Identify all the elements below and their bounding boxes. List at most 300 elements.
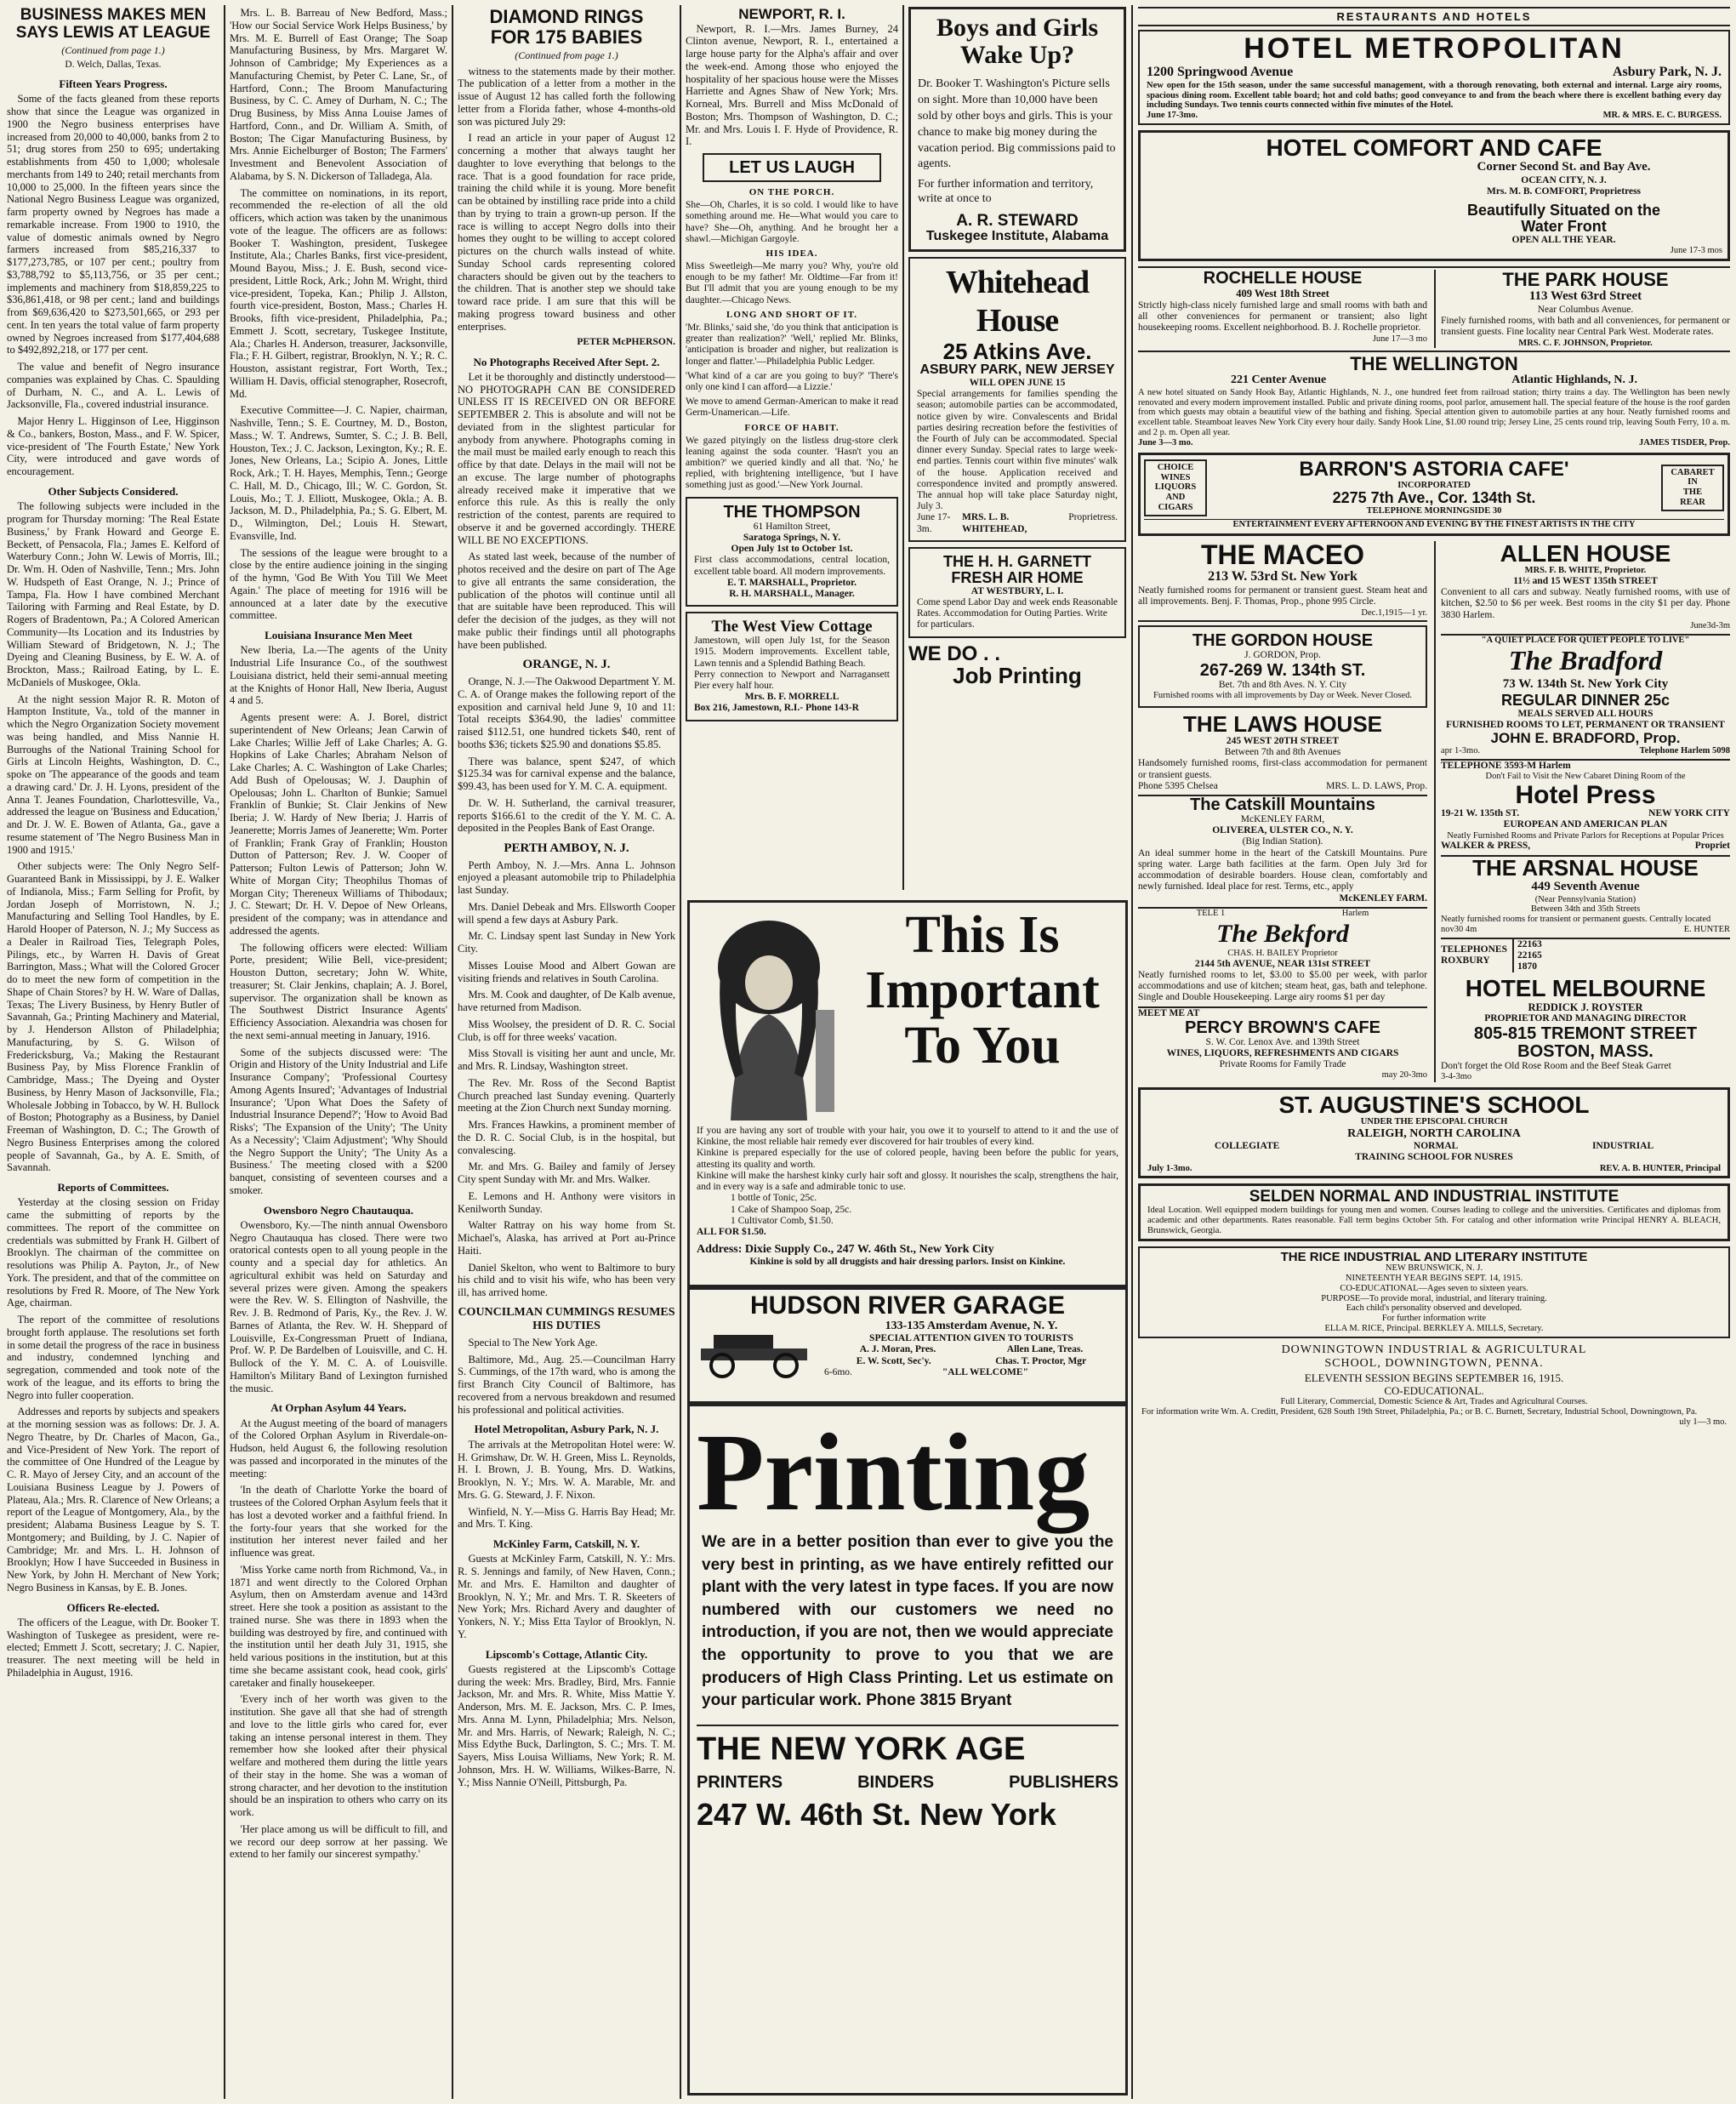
joke-text: 'Mr. Blinks,' said she, 'do you think that anticipation is greater than realization?' 'Well,' replied Mr. Blinks, 'anticipation is broader and nigher, but realization is longer and flatter.'—Philadelphia Public Ledger. [686, 322, 898, 367]
gordon-bet: Bet. 7th and 8th Aves. N. Y. City [1218, 679, 1347, 690]
catskill-addr: OLIVEREA, ULSTER CO., N. Y. [1212, 825, 1353, 836]
park-addr: 113 West 63rd Street [1528, 289, 1642, 304]
downing-co: CO-EDUCATIONAL. [1384, 1383, 1484, 1397]
rice-names: ELLA M. RICE, Principal. BERKLEY A. MILLS, Secretary. [1324, 1323, 1544, 1333]
comfort-city: OCEAN CITY, N. J. [1521, 174, 1607, 185]
laws-prop: MRS. L. D. LAWS, Prop. [1326, 780, 1427, 791]
barron-tel: TELEPHONE MORNINGSIDE 30 [1366, 506, 1502, 516]
column-5 [908, 7, 1126, 892]
park-near: Near Columbus Avenue. [1537, 304, 1634, 315]
bekford-title: The Bekford [1216, 919, 1349, 948]
subhead-owensboro: Owensboro Negro Chautauqua. [263, 1203, 414, 1217]
headline-business: BUSINESS MAKES MEN SAYS LEWIS AT LEAGUE [15, 7, 211, 42]
article-paragraph: witness to the statements made by their mother. The publication of a letter from a mother in the issue of August 12 has called forth the following letter from a Florida father, whose 4-months-old son was pictured July 29: [458, 65, 675, 128]
boys-place: Tuskegee Institute, Alabama [925, 229, 1109, 244]
rice-co: CO-EDUCATIONAL—Ages seven to sixteen years. [1340, 1283, 1528, 1293]
article-paragraph: Mrs. L. B. Barreau of New Bedford, Mass.; 'How our Social Service Work Helps Business,' by Mrs. M. E. Burrell of East Orange; The Soap Manufacturing Business, by Mrs. Margaret W. Johnson of Cambridge; My Experiences as a Manufacturing Chemist, by Peter C. Lane, Sr., of Hartford, Conn.; The Broom Manufacturing Business, by C. C. Amey of Durham, N. C.; The Drug Business, by Miss Anna Louise James of Hartford, Conn., and Dr. William A. Smith, of Boston; The Cigar Manufacturing Business, by Mrs. Annie Eichelburger of Boston; The Farmers' Investment and Benevolent Association of Alabama, by S. N. Dickerson of Talladega, Ala. [230, 7, 447, 182]
article-body [458, 1553, 675, 1640]
ad-rice [1138, 1246, 1730, 1338]
article-paragraph: Misses Louise Mood and Albert Gowan are visiting friends and relatives in South Carolina. [458, 959, 675, 984]
thompson-addr1: 61 Hamilton Street, [753, 521, 831, 532]
kinkine-item: 1 bottle of Tonic, 25c. [731, 1193, 817, 1204]
article-paragraph: Walter Rattray on his way home from St. Michael's, Alaska, has arrived at Port au-Prince Haiti. [458, 1219, 675, 1257]
article-body [458, 66, 675, 334]
aug-prin: REV. A. B. HUNTER, Principal [1599, 1163, 1721, 1173]
article-paragraph: 'In the death of Charlotte Yorke the board of trustees of the Colored Orphan Asylum feels that it has lost a devoted worker and a faithful friend. In the forty-four years that she worked for the institution her interest never failed and her influence was great. [230, 1484, 447, 1559]
downing-date: uly 1—3 mo. [1679, 1417, 1727, 1427]
kinkine-foot: Kinkine is sold by all druggists and hair dressing parlors. Insist on Kinkine. [749, 1257, 1066, 1268]
printing-age: THE NEW YORK AGE [697, 1731, 1026, 1767]
laws-title: THE LAWS HOUSE [1182, 710, 1382, 737]
wellington-city: Atlantic Highlands, N. J. [1511, 373, 1638, 387]
joke-text: We gazed pityingly on the listless drug-store clerk leaning against the soda counter. 'Hasn't you an ambition?' we queried kindly and all that. 'No,' he replied, with brightening intelligence, 'but I have something just as good.'—New York Journal. [686, 435, 898, 491]
rice-year: NINETEENTH YEAR BEGINS SEPT. 14, 1915. [1345, 1274, 1523, 1284]
thompson-manager: R. H. MARSHALL, Manager. [729, 588, 855, 599]
laws-addr: 245 WEST 20TH STREET [1226, 735, 1340, 746]
subhead-orange: ORANGE, N. J. [522, 658, 611, 672]
printing-publishers: PUBLISHERS [1009, 1772, 1118, 1792]
article-paragraph: Other subjects were: The Only Negro Self-Guaranteed Bank in Mississippi, by J. E. Walker of Indianola, Miss.; Farm Selling for Profit, by Jordan Joseph of Morristown, N. J.; Manufacturing and Selling Tool Handles, by E. Harold Hooper of Paterson, N. J.; My Success as a Dealer in Railroad Ties, Telegraph Poles, Pilings, etc., by Warren H. Davis of Great Barrington, Mass.; What will the Colored Grocer do to meet the new form of competition in the Shape of Chain Stores? by H. W. Ware of Dallas, Texas; The Livery Business, by Henry Butler of Savannah, Ga.; Printing Machinery and Material, by J. Henderson Allston of Philadelphia; Manufacturing, by S. G. Wilson of Fredericksburg, Va.; Making the Restaurant Business Pay, by Miss Florence Franklin of Cambridge, Mass.; The Dyeing and Oyster Business, by Henry Mason of Jacksonville, Fla.; Wholesale Jobbing in Tobacco, by W. H. Bullock of Boston; Photography as a Business, by Daniel Freeman of Washington, D. C.; The Growth of Negro Business Enterprises among the colored people of Savannah, Ga., by A. E. Smith, of Savannah. [7, 860, 219, 1174]
comfort-tag1: Beautifully Situated on the [1467, 202, 1661, 220]
metro-prop: MR. & MRS. E. C. BURGESS. [1602, 111, 1722, 121]
wellington-prop: JAMES TISDER, Prop. [1639, 437, 1730, 448]
joke-text: 'What kind of a car are you going to buy?' 'There's only one kind I can afford—a Lizzie.' [686, 370, 898, 392]
westview-title: The West View Cottage [711, 618, 873, 636]
thompson-body: First class accommodations, central location, excellent table board. All modern improvements. [694, 555, 890, 577]
article-paragraph: Agents present were: A. J. Borel, district superintendent of New Orleans; Jean Carwin of Lake Charles; Willie Jeff of Lake Charles; A. G. Hopkins of Lake Charles; Abraham Nelson of Lake Charles; A. C. Washington of Lake Charles; Add Bush of Opelousas; W. J. Dauphin of Opelousas; John L. Charlton of Bunkie; Samuel Franklin of Bunkie; St. Clair Jenkins of New Iberia; J. W. Hardy of New Iberia; J. Harris of Jeanerette; Morris James of Jeanerette; Wm. Porter of Franklin; Frank Gray of Franklin; Houston Dutton of Patterson; Rev. J. W. Cooper of Patterson; Fulton Lewis of Patterson; John W. White of Morgan City; Theophilus Thomas of Morgan City; Thereneux Williams of Thibodaux; J. C. Stewart; Dr. H. V. Depoe of New Orleans, president of the company; was in attendance and addressed the agents. [230, 711, 447, 937]
subhead-councilman: COUNCILMAN CUMMINGS RESUMES HIS DUTIES [458, 1305, 675, 1333]
ad-park-house [1434, 270, 1730, 348]
aug-date: July 1-3mo. [1147, 1163, 1192, 1173]
catskill-body: An ideal summer home in the heart of the Catskill Mountains. Pure spring water. Large bath facilities at the farm. Open July 3rd for accommodation of desirable boarders. House clean, comfortably and newly furnished. Ideal place for rest. Terms, etc., apply [1138, 847, 1427, 892]
subhead-officers: Officers Re-elected. [66, 1600, 160, 1614]
wellington-addr: 221 Center Avenue [1230, 373, 1327, 387]
article-body [686, 23, 898, 149]
ad-garnett [908, 547, 1126, 638]
article-paragraph: There was balance, spent $247, of which $125.34 was for carnival expense and the balance, $99.43, has been used for Y. M. C. A. equipment. [458, 755, 675, 793]
garage-treas: Allen Lane, Treas. [1006, 1344, 1084, 1355]
column-2 [230, 7, 447, 2097]
laws-body: Handsomely furnished rooms, first-class accommodation for permanent or transient guests. [1138, 758, 1427, 780]
maceo-body: Neatly furnished rooms for permanent or transient guest. Steam heat and all improvements. Benj. F. Thomas, Prop., phone 995 Circle. [1138, 585, 1427, 607]
ad-melbourne [1441, 939, 1730, 1082]
gordon-body: Furnished rooms with all improvements by Day or Week. Never Closed. [1153, 690, 1412, 700]
hotels-banner: RESTAURANTS AND HOTELS [1138, 7, 1730, 26]
garage-mgr: Chas. T. Proctor, Mgr [995, 1355, 1087, 1366]
kinkine-items [697, 1193, 1118, 1227]
continued-note: (Continued from page 1.) [61, 43, 165, 56]
article-paragraph: The committee on nominations, in its report, recommended the re-election of all the old officers, which action was taken by the unanimous vote of the league. The officers are as follows: Booker T. Washington, president, Tuskegee Institute, Ala.; Charles Banks, first vice-president, Mound Bayou, Miss.; J. E. Bush, second vice-president, Little Rock, Ark.; John M. Wright, third vice-president, Topeka, Kan.; Philip J. Allston, fourth vice-president, Boston, Mass.; Charles H. Brooks, fifth vice-president, Philadelphia, Pa.; Emmett J. Scott, secretary, Tuskegee Institute, Ala.; Charles H. Anderson, treasurer, Jacksonville, Fla.; F. H. Gilbert, registrar, Brooklyn, N. Y.; R. C. Houston, assistant registrar, Fort Worth, Tex.; William H. Davis, official stenographer, Rosecroft, Md. [230, 186, 447, 400]
melbourne-date: 3-4-3mo [1441, 1071, 1472, 1081]
kinkine-body2: Kinkine is prepared especially for the use of colored people, having been before the public for years, attesting its quality and worth. [697, 1148, 1118, 1170]
allen-title: ALLEN HOUSE [1500, 539, 1671, 567]
arsnal-date: nov30 4m [1441, 924, 1477, 934]
article-paragraph: At the night session Major R. R. Moton of Hampton Institute, Va., told of the manner in which the Negro Organization Society movement was being handled, and Miss Nannie H. Burroughs of the National Training School for Girls at Lincoln Heights, Washington, D. C., spoke on 'The appearance of the goods and team a drawing card.' Dr. J. H. Lyons, president of the Anna T. Jeanes Foundation, Charlottesville, Va., addressed the league on 'Business and Education,' and Dr. J. W. E. Bowen of Atlanta, Ga., gave a resume statement of 'The Negro Business Man in 1900 and 1915.' [7, 693, 219, 856]
article-body [230, 1417, 447, 1862]
article-paragraph: Baltimore, Md., Aug. 25.—Councilman Harry S. Cummings, of the 17th ward, who is among the first Branch City Council of Baltimore, has recovered from a nervous breakdown and resumed his professional and political activities. [458, 1353, 675, 1416]
article-paragraph: Mr. and Mrs. G. Bailey and family of Jersey City spent Sunday with Mr. and Mrs. Walker. [458, 1160, 675, 1186]
laws-phone: Phone 5395 Chelsea [1138, 780, 1218, 791]
kinkine-addr-label: Address: [697, 1243, 743, 1257]
maceo-addr: 213 W. 53rd St. New York [1208, 569, 1357, 584]
catskill-farm: McKENLEY FARM, [1240, 814, 1325, 825]
article-paragraph: The report of the committee of resolutions brought forth applause. The resolutions set forth in some detail the progress of the race in business and industry, condemned lynching and segregation, commended and took note of the work of the league, and its efforts to bring the Negro into fuller cooperation. [7, 1314, 219, 1401]
ad-downingtown [1138, 1343, 1730, 1428]
signature: PETER McPHERSON. [577, 337, 675, 348]
article-body [458, 1439, 675, 1531]
article-paragraph: 'Miss Yorke came north from Richmond, Va., in 1871 and went directly to the Colored Orphan Asylum, then on Amsterdam avenue and 143rd street. Here she took a position as assistant to the trained nurse. She was there in 1893 when the building was destroyed by fire, and continued with the institution until her death July 31, 1915, she held various positions in the institution, but at this time she became assistant cook, head cook, girls' caretaker and finally housekeeper. [230, 1563, 447, 1689]
bradford-meals: MEALS SERVED ALL HOURS [1517, 708, 1653, 719]
percy-date: may 20-3mo [1381, 1070, 1427, 1081]
gordon-prop: J. GORDON, Prop. [1244, 650, 1321, 661]
whitehead-body: Special arrangements for families spending the season; automobile parties can be accommodated, notice given by wire. Convalescents and Bridal parties desiring recreation before the festivities of the Fourth of July can be accommodated. Special dinner every Sunday. Special rates to large week-end parties. Tennis court within five minutes' walk of the house. Application received and correspondence invited and promptly answered. The annual hop will take place Saturday night, July 3. [917, 389, 1118, 512]
rice-each: Each child's personality observed and developed. [1346, 1303, 1523, 1314]
comfort-date: June 17-3 mos [1670, 246, 1722, 256]
garage-title: HUDSON RIVER GARAGE [749, 1291, 1066, 1320]
ad-we-do: WE DO . . [908, 641, 1000, 665]
laws-bet: Between 7th and 8th Avenues [1224, 747, 1341, 758]
article-body [7, 500, 219, 1174]
aug-under: UNDER THE EPISCOPAL CHURCH [1360, 1116, 1508, 1126]
article-paragraph: 'Every inch of her worth was given to the institution. She gave all that she had of strength and love to the little girls who cared for, ever taking an intense personal interest in them. They remember how she looked after their physical welfare and mothered them during the little years of their stay in the home. She was a woman of strong character, and her devotion to the institution should be an inspiration to others who carry on its work. [230, 1693, 447, 1819]
garnett-place: AT WESTBURY, L. I. [970, 585, 1064, 596]
headline-diamond: DIAMOND RINGS [489, 7, 644, 27]
barron-foot: ENTERTAINMENT EVERY AFTERNOON AND EVENING BY THE FINEST ARTISTS IN THE CITY [1144, 519, 1724, 530]
percy-body: Private Rooms for Family Trade [1219, 1059, 1346, 1070]
garnett-title1: THE H. H. GARNETT [943, 552, 1091, 570]
downing-body: Full Literary, Commercial, Domestic Science & Art, Trades and Agricultural Courses. [1280, 1397, 1588, 1407]
article-body [230, 7, 447, 622]
article-paragraph: Some of the facts gleaned from these reports show that since the League was organized in 1900 the Negro business enterprises have increased from 20,000 to 40,000, banks from 2 to 51; drug stores from 250 to 695; undertaking establishments from 450 to 1,000; wholesale merchants from 149 to 240; retail merchants from 10,000 to 25,000. In the fifteen years since the National Negro Business League was organized, farm property owned by Negroes has made a remarkable increase. From 1900 to 1910, the value of domestic animals owned by Negro farmers increased from $85,216,337 to $177,273,785, or 107 per cent.; poultry from $3,788,792 to $5,113,756, or 35 per cent.; implements and machinery from $18,859,225 to $36,861,418, or 98 per cent.; land and buildings from $69,636,420 to $273,501,665, or 293 per cent. In ten years the total value of farm property owned by Negroes increased from $177,404,688 to $492,892,218, or 177 per cent. [7, 93, 219, 356]
jokes-list [686, 187, 898, 491]
gordon-addr: 267-269 W. 134th ST. [1199, 660, 1366, 680]
bekford-harlem: Harlem [1341, 908, 1369, 918]
ad-gordon [1138, 625, 1427, 707]
arsnal-body: Neatly furnished rooms for transient or permanent guests. Centrally located [1441, 915, 1711, 925]
article-paragraph: Miss Woolsey, the president of D. R. C. Social Club, is off for three weeks' vacation. [458, 1018, 675, 1043]
bradford-prop: JOHN E. BRADFORD, Prop. [1490, 730, 1681, 747]
boys-body2: For further information and territory, write at once to [918, 178, 1094, 205]
melbourne-n3: 1870 [1517, 961, 1537, 972]
catskill-prop: McKENLEY FARM. [1339, 892, 1427, 904]
article-paragraph: At the August meeting of the board of managers of the Colored Orphan Asylum in Riverdale-on-Hudson, held August 6, the following resolution was passed and incorporated in the minutes of the meeting: [230, 1417, 447, 1480]
rochelle-body: Strictly high-class nicely furnished large and small rooms with bath and all other conveniences for permanent or transient; also light housekeeping rooms. Excellent neighborhood. B. J. Rochelle proprietor. [1138, 299, 1427, 334]
press-tel: TELEPHONE 3593-M Harlem [1441, 760, 1571, 771]
melbourne-body: Don't forget the Old Rose Room and the Beef Steak Garret [1441, 1060, 1671, 1071]
catskill-title: The Catskill Mountains [1190, 795, 1375, 815]
barron-right1: CABARET [1671, 467, 1715, 477]
article-paragraph: The Rev. Mr. Ross of the Second Baptist Church preached last Sunday evening. Quarterly meeting at the Zion Church next Sunday morning. [458, 1076, 675, 1115]
woman-illustration-icon [697, 908, 841, 1120]
article-paragraph: Yesterday at the closing session on Friday came the submitting of reports by the committees. The report of the committee on credentials was submitted by Frank H. Gilbert of Brooklyn. The chairman of the committee on resolutions was Philip A. Payton, Jr., of New York. The president, and that of the committee on resolutions by Fred R. Moore, of The New York Age, chairman. [7, 1196, 219, 1309]
printing-printers: PRINTERS [697, 1772, 783, 1792]
aug-industrial: INDUSTRIAL [1591, 1141, 1654, 1152]
garage-special: SPECIAL ATTENTION GIVEN TO TOURISTS [869, 1333, 1073, 1344]
headline-newport: NEWPORT, R. I. [738, 7, 845, 22]
article-body [458, 1337, 675, 1417]
boys-body: Dr. Booker T. Washington's Picture sells on sight. More than 10,000 have been sold by other boys and girls. This is your chance to make big money during the vacation period. Big commissions paid to agents. [918, 77, 1116, 171]
downing-title2: SCHOOL, DOWNINGTOWN, PENNA. [1324, 1357, 1544, 1371]
printing-body: We are in a better position than ever to give you the very best in printing, as we have entirely refitted our plant with the very latest in type faces. If you are now numbered with our customers we need no introduction, if you are not, then we would appreciate the opportunity to prove to you that we are producers of High Class Printing. Let us estimate on your particular work. Phone 3815 Bryant [702, 1533, 1113, 1710]
article-body [458, 1663, 675, 1789]
whitehead-title: Whitehead House [945, 265, 1090, 339]
melbourne-addr: 805-815 TREMONT STREET [1473, 1023, 1698, 1043]
article-paragraph: Daniel Skelton, who went to Baltimore to bury his child and to visit his wife, who has been very ill, has arrived home. [458, 1261, 675, 1299]
bradford-date: apr 1-3mo. [1441, 745, 1481, 756]
ad-thompson [686, 497, 898, 607]
printing-addr: 247 W. 46th St. New York [697, 1796, 1056, 1832]
ad-job-printing: Job Printing [953, 662, 1082, 688]
barron-left3: LIQUORS [1154, 482, 1197, 493]
article-paragraph: E. Lemons and H. Anthony were visitors in Kenilworth Sunday. [458, 1189, 675, 1215]
column-hotels [1138, 7, 1730, 2097]
boys-title2: Wake Up? [959, 40, 1075, 69]
article-paragraph: 'Her place among us will be difficult to fill, and we record our deep sorrow at her passing. We extend to her family our sincerest sympathy.' [230, 1822, 447, 1861]
article-body [7, 93, 219, 478]
column-4 [686, 7, 898, 892]
subhead-reports: Reports of Committees. [57, 1181, 169, 1195]
barron-left4: AND [1165, 493, 1186, 503]
continued-note: (Continued from page 1.) [515, 49, 618, 62]
joke-title: ON THE PORCH. [748, 187, 835, 198]
arsnal-near: (Near Pennsylvania Station) [1534, 894, 1636, 904]
aug-city: RALEIGH, NORTH CAROLINA [1347, 1126, 1521, 1140]
bekford-addr: 2144 5th AVENUE, NEAR 131st STREET [1194, 958, 1371, 969]
joke-text: We move to amend German-American to make it read Germ-Unamerican.—Life. [686, 396, 898, 419]
column-rule [680, 5, 681, 2099]
downing-session: ELEVENTH SESSION BEGINS SEPTEMBER 16, 1915. [1304, 1371, 1564, 1384]
metro-city: Asbury Park, N. J. [1612, 65, 1722, 80]
selden-body: Ideal Location. Well equipped modern buildings for young men and women. Courses leading to college and the universities. Certificates and diplomas from academic and other departments. Rates reasonable. Fall term begins October 5th. For catalog and other information write Principal HENRY A. BLEACH, Brunswick, Georgia. [1147, 1206, 1721, 1235]
allen-prop: MRS. F. B. WHITE, Proprietor. [1524, 566, 1647, 576]
article-paragraph: The sessions of the league were brought to a close by the entire audience joining in the singing of the hymn, 'God Be With You Till We Meet Again.' The place of meeting for 1916 will be announced at a later date by the executive committee. [230, 546, 447, 622]
percy-addr: S. W. Cor. Lenox Ave. and 139th Street [1205, 1036, 1360, 1047]
barron-addr: 2275 7th Ave., Cor. 134th St. [1332, 489, 1536, 507]
melbourne-tel-label: TELEPHONES [1441, 944, 1507, 955]
maceo-date: Dec.1,1915—1 yr. [1361, 607, 1427, 618]
whitehead-date: June 17-3m. [917, 512, 951, 534]
press-addr1: 19-21 W. 135th ST. [1441, 808, 1520, 819]
selden-title: SELDEN NORMAL AND INDUSTRIAL INSTITUTE [1249, 1188, 1619, 1206]
article-body [7, 1196, 219, 1594]
comfort-prop: Mrs. M. B. COMFORT, Proprietress [1487, 186, 1642, 197]
article-paragraph: Mr. C. Lindsay spent last Sunday in New York City. [458, 930, 675, 955]
article-paragraph: New Iberia, La.—The agents of the Unity Industrial Life Insurance Co., of the southwest Louisiana district, held their semi-annual meeting at the Knights of Honor Hall, New Iberia, August 4 and 5. [230, 644, 447, 707]
column-3 [458, 7, 675, 2097]
article-paragraph: Dr. W. H. Sutherland, the carnival treasurer, reports $166.61 to the credit of the Y. M. C. A. deposited in the Peoples Bank of East Orange. [458, 796, 675, 835]
laugh-title: LET US LAUGH [729, 158, 855, 178]
barron-right-box [1661, 465, 1724, 511]
press-dont: Don't Fail to Visit the New Cabaret Dining Room of the [1485, 771, 1686, 781]
ad-rochelle [1138, 270, 1427, 348]
bradford-title: The Bradford [1508, 645, 1663, 676]
ad-arsnal [1441, 854, 1730, 939]
metro-date: June 17-3mo. [1147, 111, 1198, 121]
garage-sec: E. W. Scott, Sec'y. [856, 1355, 931, 1366]
rice-city: NEW BRUNSWICK, N. J. [1385, 1263, 1483, 1274]
article-paragraph: Miss Stovall is visiting her aunt and uncle, Mr. and Mrs. R. Lindsay, Washington street. [458, 1047, 675, 1073]
ad-hotel-press [1441, 761, 1730, 857]
metro-addr: 1200 Springwood Avenue [1147, 65, 1294, 80]
article-paragraph: As stated last week, because of the number of photos received and the desire on part of The Age to give all entrants the same consideration, the publication of the photos will continue until all that are suitable have been reproduced. This will defer the decision of the judges, as they will not make public their findings until all photographs have been published. [458, 550, 675, 651]
article-paragraph: Owensboro, Ky.—The ninth annual Owensboro Negro Chautauqua has closed. There were two oratorical contests open to all young people in the county and a special day for athletics. An agricultural exhibit was held on Saturday and several prizes were given. Among the speakers were the Rev. W. S. Ellington of Nashville, the Rev. J. B. Redmond of Paris, Ky., the Rev. J. W. Barnes of Atlanta, the Rev. W. H. Sheppard of Louisville, Ex-Congressman Pruett of Indiana, Prof. W. P. De Bardelben of Louisville, and C. H. Bullock of the Y. M. C. A. of Louisville. Hamilton's Military Band of Lexington furnished the music. [230, 1218, 447, 1394]
ad-bradford [1441, 636, 1730, 761]
garage-addr: 133-135 Amsterdam Avenue, N. Y. [885, 1320, 1058, 1333]
melbourne-city: BOSTON, MASS. [1517, 1041, 1653, 1061]
subhead-progress: Fifteen Years Progress. [59, 77, 168, 91]
melbourne-n2: 22165 [1517, 949, 1542, 961]
bekford-tel: TELE 1 [1196, 908, 1226, 918]
rochelle-addr: 409 West 18th Street [1236, 288, 1329, 300]
park-title: THE PARK HOUSE [1502, 269, 1669, 291]
kinkine-addr: Dixie Supply Co., 247 W. 46th St., New York City [744, 1243, 994, 1257]
aug-nurse: TRAINING SCHOOL FOR NUSRES [1355, 1152, 1513, 1163]
westview-prop: Mrs. B. F. MORRELL [744, 692, 840, 703]
headline-babies: FOR 175 BABIES [490, 26, 643, 48]
article-paragraph: The value and benefit of Negro insurance companies was explained by Chas. C. Spaulding of Durham, N. C., and A. L. Lewis of Jacksonville, Fla., covered industrial insurance. [7, 361, 219, 411]
press-prop: WALKER & PRESS, [1441, 841, 1531, 852]
ad-laws [1138, 710, 1427, 796]
subhead-orphan: At Orphan Asylum 44 Years. [270, 1401, 407, 1415]
article-paragraph: Guests at McKinley Farm, Catskill, N. Y.: Mrs. R. S. Jennings and family, of New Haven, Conn.; Mr. and Mrs. E. Hamilton and daughter of Brooklyn, N. Y.; Mr. and Mrs. T. R. Skeeters of New York; Mrs. Richard Avery and daughter of Yonkers, N. Y.; Miss Etta Taylor of Brooklyn, N. Y. [458, 1553, 675, 1640]
garage-code: 6-6mo. [824, 1366, 852, 1377]
whitehead-addr: 25 Atkins Ave. [942, 338, 1092, 364]
thompson-open: Open July 1st to October 1st. [731, 544, 853, 555]
arsnal-title: THE ARSNAL HOUSE [1472, 854, 1699, 881]
article-paragraph: Executive Committee—J. C. Napier, chairman, Nashville, Tenn.; S. E. Courtney, M. D., Boston, Mass.; W. T. Andrews, Sumter, S. C.; J. B. Bell, Houston, Tex.; J. C. Jackson, Lexington, Ky.; R. E. Jones, New Orleans, La.; Scipio A. Jones, Little Rock, Ark.; T. H. Hayes, Memphis, Tenn.; George C. Hall, M. D., Chicago, Ill.; W. C. Gordon, St. Louis, Mo.; T. J. Elliott, Muskogee, Okla.; A. B. Jackson, M. D., Philadelphia, Pa.; S. G. Elbert, M. D., Wilmington, Del.; Louis H. Stewart, Evansville, Ind. [230, 404, 447, 542]
joke-text: She—Oh, Charles, it is so cold. I would like to have something around me. He—What would you care to have? She—Oh, anything. And he brought her a shawl.—Michigan Gargoyle. [686, 200, 898, 244]
whitehead-propr: Proprietress. [1068, 512, 1118, 523]
article-paragraph: The officers of the League, with Dr. Booker T. Washington of Tuskegee as president, were re-elected; Emmett J. Scott, secretary; J. C. Napier, treasurer. The next meeting will be held in Philadelphia in August, 1916. [7, 1616, 219, 1679]
bradford-dinner: REGULAR DINNER 25c [1500, 691, 1671, 709]
park-body: Finely furnished rooms, with bath and all conveniences, for permanent or transient guests. Fine locality near Central Park West. Moderate rates. [1441, 316, 1730, 338]
arsnal-bet: Between 34th and 35th Streets [1530, 904, 1641, 915]
ad-barrons [1138, 453, 1730, 535]
melbourne-title: HOTEL MELBOURNE [1465, 975, 1706, 1002]
kinkine-t2: Important [865, 961, 1100, 1020]
rice-purpose: PURPOSE—To provide moral, industrial, and literary training. [1321, 1293, 1547, 1303]
article-paragraph: I read an article in your paper of August 12 concerning a mother that always taught her daughter to love everything that belongs to the race. That is a good foundation for race pride, training the child while it is young. More benefit can be obtained by instilling race pride into a child than by trying to train a grown-up person. If the race is willing to accept Negro dolls into their homes they ought to be willing to accept colored pictures on the church walls instead of white. Sunday School cards representing colored characters should be given out by the teachers to the children. That is another step we should take toward race pride. I am sure that this will be making progress toward business and other enterprises. [458, 132, 675, 333]
article-paragraph: Newport, R. I.—Mrs. James Burney, 24 Clinton avenue, Newport, R. I., entertained a large house party for the Alpha's affair and over the week-end. Among those who enjoyed the hospitality of her spacious house were the Misses Harriette and Agnes Shaw of New York; Mrs. Korneal, Mrs. Burrell and Miss McDonald of Boston; Mrs. Thompson of Washington, D. C.; Mr. and Mrs. Louis I. F. Hyde of Providence, R. I. [686, 22, 898, 148]
garnett-body: Come spend Labor Day and week ends Reasonable Rates. Accommodation for Outing Parties. Write for particulars. [917, 596, 1118, 630]
percy-meet: MEET ME AT [1138, 1007, 1200, 1018]
article-paragraph: The arrivals at the Metropolitan Hotel were: W. H. Grimshaw, Dr. W. H. Green, Miss L. Reynolds, H. I. Brown, J. B. Young, Mrs. D. Watkins, Brooklyn, N. Y.; Mrs. W. A. Marable, Mr. and Mrs. G. G. Steward, J. F. Nixon. [458, 1438, 675, 1501]
ad-westview [686, 612, 898, 721]
bradford-rooms: FURNISHED ROOMS TO LET, PERMANENT OR TRANSIENT [1446, 719, 1725, 730]
barron-right2: IN [1688, 477, 1698, 488]
westview-body2: Perry connection to Newport and Narragansett Pier every half hour. [694, 669, 890, 691]
press-body: Neatly Furnished Rooms and Private Parlors for Receptions at Popular Prices [1447, 830, 1724, 841]
metro-body: New open for the 15th season, under the same successful management, with a thorough renovating, both external and internal. Large airy rooms, spacious dining room. Excellent table board; hot and cold baths; good conveyance to and from the beach where there is excellent bathing every day including Sundays. Two tennis courts connected within five minutes of the Hotel. [1147, 80, 1722, 111]
aug-collegiate: COLLEGIATE [1214, 1141, 1280, 1152]
article-body [458, 859, 675, 1299]
ad-hotel-metropolitan [1138, 30, 1730, 125]
article-body [458, 676, 675, 835]
bekford-body: Neatly furnished rooms to let, $3.00 to $5.00 per week, with parlor accommodations and use of kitchen; steam heat, gas, bath and telephone. Single and Double Housekeeping. Large airy rooms $1 per day [1138, 969, 1427, 1003]
article-paragraph: Mrs. Daniel Debeak and Mrs. Ellsworth Cooper will spend a few days at Asbury Park. [458, 900, 675, 926]
printing-title: Printing [697, 1411, 1090, 1534]
article-paragraph: Mrs. M. Cook and daughter, of De Kalb avenue, have returned from Madison. [458, 989, 675, 1014]
article-body [458, 371, 675, 652]
article-paragraph: Orange, N. J.—The Oakwood Department Y. M. C. A. of Orange makes the following report of the exposition and carnival held June 9, 10 and 11: Total receipts $364.90, the ladies' committee raised $112.51, one hundred tickets $40, rent of booths $36; tickets $25.90 and donations $5.85. [458, 676, 675, 750]
garnett-title2: FRESH AIR HOME [951, 568, 1084, 586]
ad-maceo [1138, 541, 1427, 623]
boys-name: A. R. STEWARD [956, 212, 1079, 231]
allen-date: June3d-3m [1690, 620, 1730, 630]
column-rule [452, 5, 453, 2099]
press-plan: EUROPEAN AND AMERICAN PLAN [1503, 819, 1668, 830]
comfort-title: HOTEL COMFORT AND CAFE [1266, 134, 1602, 161]
barron-left2: WINES [1160, 472, 1191, 482]
rochelle-title: ROCHELLE HOUSE [1203, 269, 1363, 288]
article-paragraph: Special to The New York Age. [468, 1336, 598, 1348]
article-paragraph: Perth Amboy, N. J.—Mrs. Anna L. Johnson enjoyed a pleasant automobile trip to Philadelphia last Sunday. [458, 858, 675, 897]
bekford-prop: CHAS. H. BAILEY Proprietor [1227, 948, 1338, 958]
byline: D. Welch, Dallas, Texas. [65, 59, 162, 70]
barron-title: BARRON'S ASTORIA CAFE' [1299, 458, 1569, 482]
boys-title1: Boys and Girls [936, 14, 1099, 42]
melbourne-roxbury: ROXBURY [1441, 955, 1490, 966]
wellington-date: June 3—3 mo. [1138, 437, 1193, 448]
kinkine-t3: To You [904, 1017, 1061, 1075]
subhead-lipscomb: Lipscomb's Cottage, Atlantic City. [485, 1647, 648, 1661]
barron-right3: THE [1682, 488, 1703, 498]
whitehead-open: WILL OPEN JUNE 15 [969, 377, 1066, 388]
comfort-tag2: Water Front [1521, 218, 1607, 236]
downing-info: For information write Wm. A. Creditt, President, 628 South 19th Street, Philadelphia, Pa.; or B. C. Burnett, Secretary, Industrial School, Downingtown, Pa. [1141, 1406, 1698, 1417]
ad-selden [1138, 1183, 1730, 1240]
whitehead-city: ASBURY PARK, NEW JERSEY [919, 362, 1115, 378]
comfort-corner: Corner Second St. and Bay Ave. [1477, 160, 1651, 174]
park-prop: MRS. C. F. JOHNSON, Proprietor. [1518, 338, 1653, 348]
ad-boys-girls [908, 7, 1126, 252]
subhead-mckinley: McKinley Farm, Catskill, N. Y. [492, 1537, 640, 1551]
percy-wines: WINES, LIQUORS, REFRESHMENTS AND CIGARS [1166, 1047, 1399, 1058]
arsnal-prop: E. HUNTER [1683, 924, 1730, 934]
allen-body: Convenient to all cars and subway. Neatly furnished rooms, with use of kitchen, $2.50 to $6 per week. Best rooms in the city $1 per day. Phone 3830 Harlem. [1441, 587, 1730, 620]
rice-title: THE RICE INDUSTRIAL AND LITERARY INSTITUTE [1280, 1249, 1588, 1264]
subhead-no-photos: No Photographs Received After Sept. 2. [473, 355, 660, 368]
wellington-body: A new hotel situated on Sandy Hook Bay, Atlantic Highlands, N. J., one hundred feet from railroad station; thirty trains a day. The Wellington has been newly renovated and every modern improvement installed. Public and private dining rooms, pool parlor, amusement hall. The special feature of the house is the roof garden from which guests may obtain a beautiful view of the bathing and fishing. Special attention given to automobile parties at any hour. Neatly furnished rooms and excellent table. Steamboat leaves New York City every hour daily. Sandy Hook Line, $1.00 round trip; Jersey Line, 25 cents round trip, leaving South Ferry, 10 a. m. and 2 p. m. Open all year. [1138, 387, 1730, 437]
barron-left1: CHOICE [1157, 462, 1194, 472]
whitehead-prop: MRS. L. B. WHITEHEAD, [962, 512, 1027, 534]
ad-catskill [1138, 796, 1427, 909]
kinkine-item: 1 Cake of Shampoo Soap, 25c. [731, 1204, 852, 1215]
kinkine-t1: This Is [905, 906, 1060, 964]
thompson-title: THE THOMPSON [723, 502, 861, 522]
garage-pres: A. J. Moran, Pres. [859, 1344, 936, 1355]
press-title: Hotel Press [1515, 780, 1656, 809]
press-addr2: NEW YORK CITY [1648, 808, 1730, 819]
column-rule [902, 5, 904, 890]
bradford-quote: "A QUIET PLACE FOR QUIET PEOPLE TO LIVE" [1481, 635, 1690, 645]
allen-addr: 11½ and 15 WEST 135th STREET [1513, 575, 1658, 586]
joke-title: HIS IDEA. [766, 248, 818, 259]
subhead-perth-amboy: PERTH AMBOY, N. J. [504, 841, 629, 856]
kinkine-body3: Kinkine will make the harshest kinky curly hair soft and glossy. It nourishes the scalp, strengthens the hair, and in every way is a safe and admirable tonic to use. [697, 1170, 1118, 1193]
article-body [230, 644, 447, 1196]
aug-normal: NORMAL [1413, 1141, 1459, 1152]
wellington-title: THE WELLINGTON [1350, 353, 1518, 375]
article-body [230, 1219, 447, 1395]
percy-title: PERCY BROWN'S CAFE [1185, 1018, 1380, 1037]
gordon-title: THE GORDON HOUSE [1192, 631, 1374, 651]
thompson-prop: E. T. MARSHALL, Proprietor. [727, 577, 857, 588]
kinkine-item: 1 Cultivator Comb, $1.50. [731, 1215, 834, 1226]
rochelle-date: June 17—3 mo [1372, 334, 1427, 344]
downing-title1: DOWNINGTOWN INDUSTRIAL & AGRICULTURAL [1281, 1343, 1587, 1356]
metro-title: HOTEL METROPOLITAN [1244, 32, 1625, 66]
